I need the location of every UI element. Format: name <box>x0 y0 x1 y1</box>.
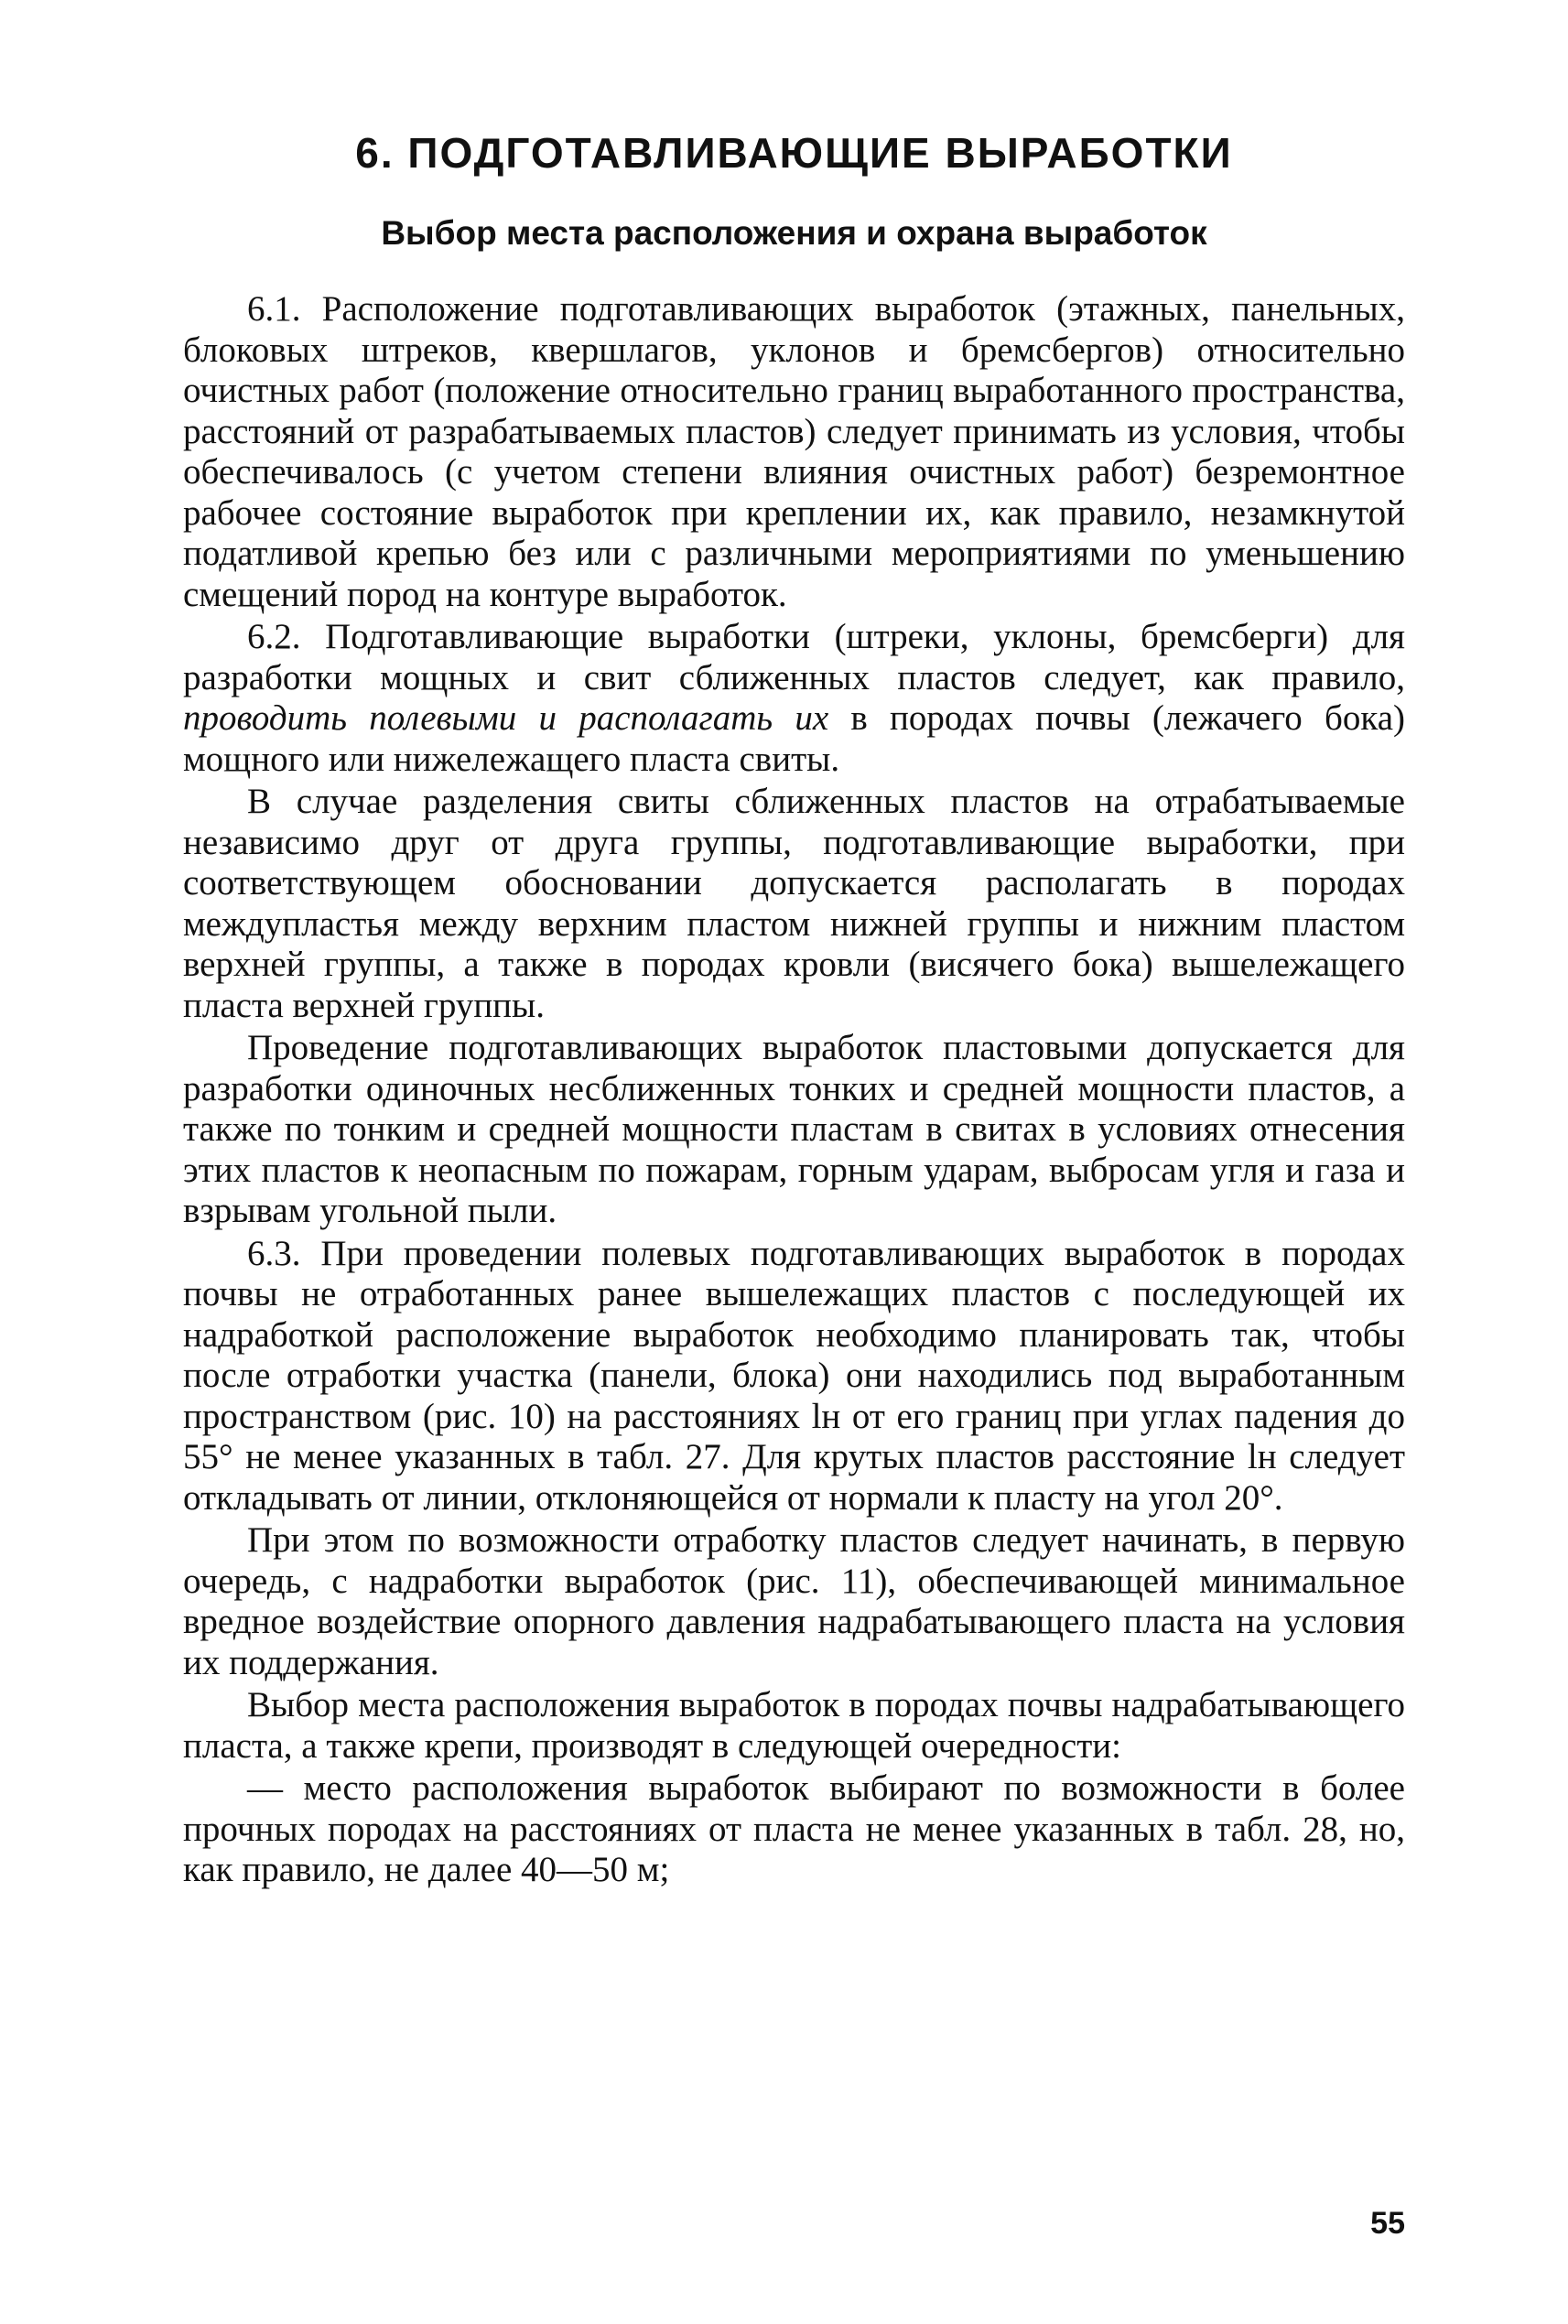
chapter-title: 6. ПОДГОТАВЛИВАЮЩИЕ ВЫРАБОТКИ <box>355 129 1233 177</box>
paragraph-suite-separation: В случае разделения свиты сближенных пластов на отрабатываемые независимо друг от друга группы, подготавливающие выработки, при соответствующем обосновании допускается располагать в породах междупластья между верхним пластом нижней группы и нижним пластом верхней группы, а также в породах кровли (висячего бока) вышележащего пласта верхней группы. <box>183 782 1405 1025</box>
section-title: Выбор места расположения и охрана выработок <box>381 214 1207 252</box>
paragraph-6-2-italic: проводить полевыми и располагать их <box>183 698 829 738</box>
document-page <box>183 128 1405 1893</box>
list-item-location: — место расположения выработок выбирают по возможности в более прочных породах на расстояниях от пласта не менее указанных в табл. 28, но, как правило, не далее 40—50 м; <box>183 1768 1405 1889</box>
paragraph-6-2-end: в породах почвы (лежачего бока) мощного или нижележащего пласта свиты. <box>183 698 1405 779</box>
paragraph-location-choice: Выбор места расположения выработок в породах почвы надрабатывающего пласта, а также крепи, производят в следующей очередности: <box>183 1685 1405 1766</box>
paragraph-seam-workings: Проведение подготавливающих выработок пластовыми допускается для разработки одиночных несближенных тонких и средней мощности пластов, а также по тонким и средней мощности пластам в свитах в условиях отнесения этих пластов к неопасным по пожарам, горным ударам, выбросам угля и газа и взрывам угольной пыли. <box>183 1028 1405 1230</box>
paragraph-6-2 <box>183 617 1405 780</box>
paragraph-6-1: 6.1. Расположение подготавливающих выработок (этажных, панельных, блоковых штреков, квершлагов, уклонов и бремсбергов) относительно очистных работ (положение относительно границ выработанного пространства, расстояний от разрабатываемых пластов) следует принимать из условия, чтобы обеспечивалось (с учетом степени влияния очистных работ) безремонтное рабочее состояние выработок при креплении их, как правило, незамкнутой податливой крепью без или с различными мероприятиями по уменьшению смещений пород на контуре выработок. <box>183 289 1405 614</box>
paragraph-6-3: 6.3. При проведении полевых подготавливающих выработок в породах почвы не отработанных ранее вышележащих пластов с последующей их надработкой расположение выработок необходимо планировать так, чтобы после отработки участка (панели, блока) они находились под выработанным пространством (рис. 10) на расстояниях lн от его границ при углах падения до 55° не менее указанных в табл. 27. Для крутых пластов расстояние lн следует откладывать от линии, отклоняющейся от нормали к пласту на угол 20°. <box>183 1233 1405 1518</box>
paragraph-6-2-start: 6.2. Подготавливающие выработки (штреки, уклоны, бремсберги) для разработки мощных и свит сближенных пластов следует, как правило, <box>183 617 1405 697</box>
paragraph-mining-order: При этом по возможности отработку пластов следует начинать, в первую очередь, с надработки выработок (рис. 11), обеспечивающей минимальное вредное воздействие опорного давления надрабатывающего пласта на условия их поддержания. <box>183 1520 1405 1682</box>
page-number: 55 <box>1370 2206 1405 2241</box>
